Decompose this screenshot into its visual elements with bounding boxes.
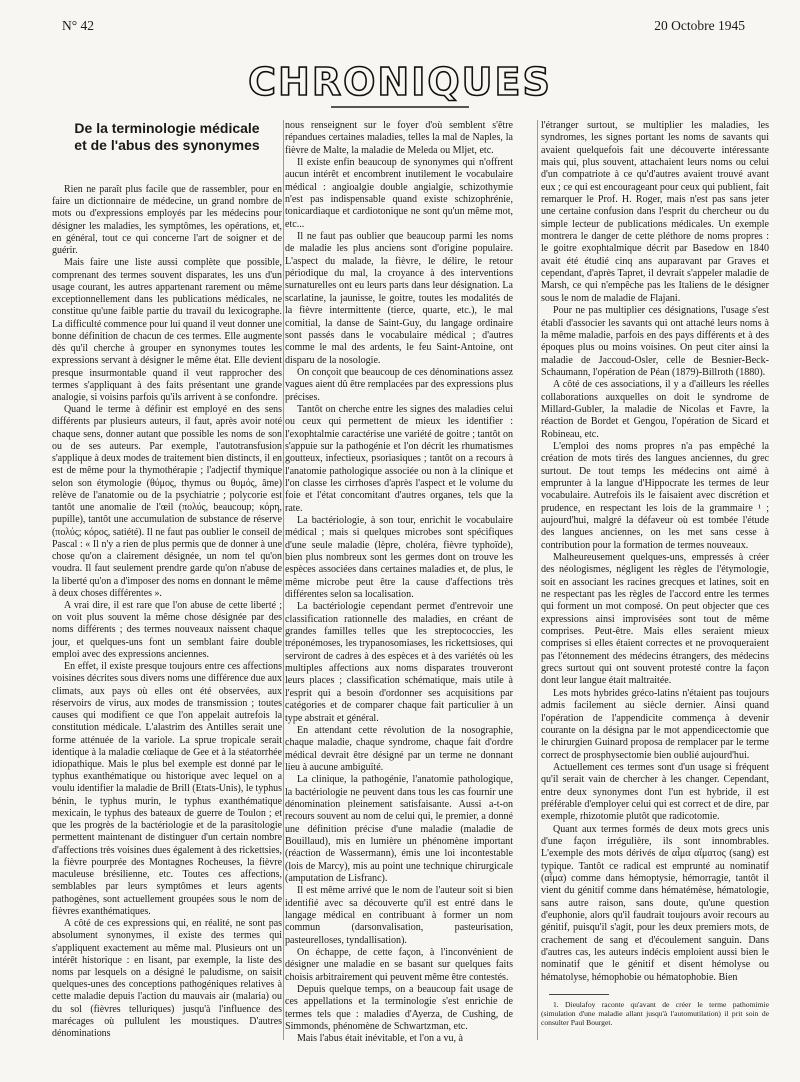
column-1 xyxy=(52,120,282,1040)
paragraph: Quand le terme à définir est employé en des sens différents par plusieurs auteurs, il faut, après avoir noté chaque sens, donner autant que possible les noms de son ou de ses auteurs. Par exemple, l'autotransfusion s'applique à deux modes de traitement bien distincts, il en est de même pour la thymothérapie ; l'adjectif thymique selon son étymologie (θύμος, thymus ou θυμός, âme) relève de l'anatomie ou de la psychiatrie ; polycorie est tantôt une anomalie de l'œil (πολύς, beaucoup; κόρη, pupille), tantôt une accumulation de substance de réserve (πολύς; κόρος, satiété). Il ne faut pas oublier le conseil de Pascal : « Il n'y a rien de plus permis que de donner à une chose qu'on a clairement désignée, un nom tel qu'on voudra. Il faut seulement prendre garde qu'on n'abuse de la liberté qu'on a d'imposer des noms en donnant le même à deux choses différentes ». xyxy=(52,404,282,599)
page-header xyxy=(62,18,745,38)
paragraph: A côté de ces associations, il y a d'ailleurs les réelles collaborations auxquelles on doit le syndrome de Millard-Gubler, la maladie de Nicolas et Favre, la réaction de Bordet et Gengou, l'opération de Sicard et Robineau, etc. xyxy=(541,379,769,440)
paragraph: En attendant cette révolution de la nosographie, chaque maladie, chaque syndrome, chaque fait d'ordre médical devrait être désigné par un terme ne donnant lieu à aucune ambiguïté. xyxy=(285,724,513,773)
paragraph: L'emploi des noms propres n'a pas empêché la création de mots tirés des langues anciennes, du grec surtout. De tout temps les médecins ont aimé à emprunter à la langue d'Hippocrate les termes de leur vocabulaire. Autrefois ils le faisaient avec discrétion et prudence, en respectant les lois de la grammaire ¹ ; aujourd'hui, malgré la défaveur où est tombée l'étude des langues anciennes, on les met sans cesse à contribution pour la formation de termes nouveaux. xyxy=(541,440,769,551)
column-divider xyxy=(537,120,538,1040)
paragraph: Il ne faut pas oublier que beaucoup parmi les noms de maladie les plus anciens sont d'origine populaire. L'aspect du malade, la fièvre, le délire, le retour périodique du mal, la croyance à des interventions surnaturelles ont eu leurs parts dans leur désignation. La scarlatine, la jaunisse, le goitre, toutes les modalités de la fièvre intermittente (tierce, quarte, etc.), le mal comitial, la danse de Saint-Guy, du langage ordinaire sont passés dans le vocabulaire médical ; d'autres comme le mal des ardents, le feu Saint-Antoine, ont disparu de la nosologie. xyxy=(285,231,513,366)
article-title-line: et de l'abus des synonymes xyxy=(74,137,260,153)
paragraph: Depuis quelque temps, on a beaucoup fait usage de ces appellations et la terminologie s'est enrichie de termes tels que : maladies d'Ayerza, de Cushing, de Simmonds, phénomène de Schwartzman, etc. xyxy=(285,984,513,1033)
paragraph: A côté de ces expressions qui, en réalité, ne sont pas absolument synonymes, il existe des termes qui s'appliquent exactement au même mal. Plusieurs ont un intérêt historique : en lisant, par exemple, la liste des noms par lesquels on a désigné le paludisme, on saisit quelques-unes des conceptions pathogéniques relatives à cette maladie depuis l'action du mauvais air (malaria) ou du sol (fièvres telluriques) jusqu'à l'influence des marécages où pullulent les moustiques. D'autres dénominations xyxy=(52,918,282,1040)
issue-date: 20 Octobre 1945 xyxy=(654,18,745,33)
paragraph: Actuellement ces termes sont d'un usage si fréquent qu'il serait vain de chercher à les changer. Cependant, entre deux synonymes dont l'un est hybride, il est préférable d'employer celui qui est correct et de dire, par exemple, rhizotomie plutôt que radicotomie. xyxy=(541,761,769,823)
masthead-title: CHRONIQUES xyxy=(248,60,552,104)
paragraph: Rien ne paraît plus facile que de rassembler, pour en faire un dictionnaire de médecine, un grand nombre de mots ou d'expressions employés par les médecins pour désigner les maladies, les symptômes, les opérations, et, en général, tout ce qui concerne l'art de soigner et de guérir. xyxy=(52,184,282,257)
paragraph: A vrai dire, il est rare que l'on abuse de cette liberté ; on voit plus souvent la même chose désignée par des noms différents ; des termes nouveaux naissent chaque jour, et quelques-uns font un semblant faire double emploi avec des expressions anciennes. xyxy=(52,599,282,660)
footnote-rule xyxy=(549,994,609,995)
paragraph: Mais faire une liste aussi complète que possible, comprenant des termes souvent disparates, les uns d'un usage courant, les autres appartenant rarement ou même exceptionnellement dans les publications médicales, ne constitue qu'une faible partie du travail du lexicographe. La difficulté commence pour lui quand il veut donner une bonne définition de chacun de ces termes. Elle augmente dès qu'il cherche à grouper en synonymes toutes les expressions servant à désigner le même état. Elle devient presque insurmontable quand il veut rapprocher des termes s'appliquant à des faits présentant une grande analogie, si voisins parfois qu'ils arrivent à se confondre. xyxy=(52,257,282,403)
paragraph: La clinique, la pathogénie, l'anatomie pathologique, la bactériologie ne peuvent dans tous les cas fournir une dénomination pleinement satisfaisante. Aussi a-t-on recours souvent au nom de celui qui, le premier, a donné une définition précise d'une maladie (maladie de Bouillaud), mis en lumière un phénomène important (réaction de Wassermann), émis une loi incontestable (lois de Marcy), mis au point une technique chirurgicale (amputation de Lisfranc). xyxy=(285,774,513,884)
paragraph: En effet, il existe presque toujours entre ces affections voisines décrites sous divers noms une différence due aux climats, aux pays où elles ont été observées, aux réservoirs de virus, aux modes de transmission ; toutes causes qui modifient ce que l'on appelait autrefois la constitution médicale. L'alastrim des Antilles serait une forme atténuée de la variole. La sprue tropicale serait identique à la maladie cœliaque de Gee et à la stéatorrhée idiopathique. Mais le plus bel exemple est donné par le typhus exanthématique ou historique avec lequel on a voulu identifier la maladie de Brill (Etats-Unis), le typhus bénin, le typhus murin, le typhus exanthématique mexicain, le typhus des bateaux de guerre de Toulon ; et que les progrès de la bactériologie et de la parasitologie permettent maintenant de distinguer d'un certain nombre d'affections très voisines dues également à des rickettsies, la fièvre pourprée des Montagnes Rocheuses, la fièvre maculeuse brésilienne, etc. Toutes ces affections, semblables par leurs symptômes et leurs agents pathogènes, sont actuellement groupées sous le nom de fièvres exanthématiques. xyxy=(52,661,282,917)
paragraph: Il est même arrivé que le nom de l'auteur soit si bien identifié avec sa découverte qu'il est entré dans le langage médical en contribuant à former un nom commun (darsonvalisation, pasteurisation, pasteurelloses, tyndallisation). xyxy=(285,885,513,946)
paragraph: Il existe enfin beaucoup de synonymes qui n'offrent aucun intérêt et encombrent inutilement le vocabulaire médical : angioalgie double angialgie, schizothymie n'est pas indispensable quand existe schizophrénie, tonicardiaque et cardiotonique ne sont qu'un même mot, etc... xyxy=(285,157,513,230)
paragraph: Quant aux termes formés de deux mots grecs unis d'une façon irrégulière, ils sont innombrables. L'exemple des mots dérivés de αἷμα αἵματος (sang) est typique. Tantôt ce radical est emprunté au nominatif (αἷμα) comme dans hémoptysie, hémorragie, tantôt il vient du génitif comme dans hématémèse, hématologie, sans autre raison, sans doute, qu'une question d'euphonie, alors qu'il faudrait toujours avoir recours au génitif, puisqu'il s'agit, pour les deux premiers mots, de crachement de sang et d'écoulement sanguin. Dans d'autres cas, les auteurs indécis emploient aussi bien le nominatif que le génitif et disent hémolyse ou hématolyse, hémophobie ou hématophobie. Bien xyxy=(541,823,769,983)
masthead xyxy=(0,60,800,108)
paragraph: l'étranger surtout, se multiplier les maladies, les syndromes, les signes portant les noms de savants qui avaient quelquefois fait une découverte intéressante mais qui, plus souvent, attachaient leurs noms ou celui d'un compatriote à ce qu'd'autres avaient trouvé avant eux ; ce qui est encourageant pour ceux qui publient, fait remarquer le Prof. H. Roger, mais n'est pas sans jeter une certaine confusion dans l'esprit du chercheur ou du simple lecteur de publications médicales. Un exemple montrera le danger de cette pléthore de noms propres : le goitre exophtalmique décrit par Basedow en 1840 avait été étudié cinq ans auparavant par Graves et cependant, d'après Tapret, il devrait s'appeler maladie de Marsh, ce qui n'empêche pas les Italiens de le désigner sous le nom de maladie de Flajani. xyxy=(541,120,769,304)
paragraph: La bactériologie cependant permet d'entrevoir une classification rationnelle des maladies, en créant de grandes familles telles que les streptococcies, les tréponémoses, les trypanosomiases, les rickettsioses, qui serviront de cadres à des espèces et à des variétés où les multiples affections aux noms disparates trouveront leurs places ; classification schématique, mais utile à l'esprit qui a besoin d'ordonner ses acquisitions par catégories et de comparer chaque fait particulier à un type abstrait et général. xyxy=(285,601,513,724)
article-title-line: De la terminologie médicale xyxy=(74,120,260,136)
paragraph: On conçoit que beaucoup de ces dénominations assez vagues aient dû être remplacées par des expressions plus précises. xyxy=(285,366,513,403)
footnote: 1. Dieulafoy raconte qu'avant de créer le terme pathomimie (simulation d'une maladie allant jusqu'à l'automutilation) il prit soin de consulter Paul Bourget. xyxy=(541,1000,769,1028)
masthead-underline xyxy=(331,106,469,108)
column-2 xyxy=(285,120,513,1046)
issue-number: N° 42 xyxy=(62,18,95,33)
paragraph: Les mots hybrides gréco-latins n'étaient pas toujours admis facilement au siècle dernier. Ainsi quand l'opération de l'appendicite commença à devenir courante on la désigna par le mot appendicectomie que le chirurgien Guinard proposa de remplacer par le terme correct de prosphysectomie bien oublié aujourd'hui. xyxy=(541,687,769,761)
paragraph: Pour ne pas multiplier ces désignations, l'usage s'est établi d'associer les savants qui ont attaché leurs noms à la même maladie, parfois en des pays différents et à des époques plus ou moins voisines. On peut citer ainsi la maladie de Jaccoud-Osler, celle de Besnier-Beck-Schaumann, l'opération de Péan (1879)-Billroth (1880). xyxy=(541,305,769,378)
paragraph: Mais l'abus était inévitable, et l'on a vu, à xyxy=(297,1033,463,1045)
paragraph: Tantôt on cherche entre les signes des maladies celui ou ceux qui permettent de mieux les identifier : l'exophtalmie caractérise une variété de goitre ; tantôt on s'appuie sur la pathogénie et l'on décrit les rhumatismes goutteux, infectieux, psoriasiques ; tantôt on a recours à l'anatomie pathologique associée ou non à la clinique et l'on classe les cirrhoses d'après l'aspect et le volume du foie et l'état concomitant d'autres organes, tels que la rate. xyxy=(285,403,513,514)
paragraph: Malheureusement quelques-uns, empressés à créer des néologismes, négligent les règles de l'étymologie, soit en associant les racines grecques et latines, soit en ne respectant pas les règles de l'accord entre les termes qui forment un mot composé. On peut objecter que ces expressions ainsi improvisées sont tout de même comprises. Peut-être. Mais elles seraient mieux comprises si elles étaient correctes et ne provoqueraient pas l'étonnement des médecins étrangers, des médecins grecs surtout qui ont souvent protesté contre la façon dont leur langue était maltraitée. xyxy=(541,552,769,687)
article-title xyxy=(52,120,282,154)
paragraph: nous renseignent sur le foyer d'où semblent s'être répandues certaines maladies, telles la mal de Naples, la fièvre de Malte, la maladie de Meleda ou Mljet, etc. xyxy=(285,120,513,156)
paragraph: La bactériologie, à son tour, enrichit le vocabulaire médical ; mais si quelques microbes sont spécifiques d'une seule maladie (lèpre, choléra, fièvre typhoïde), bien plus nombreux sont les germes dont on trouve les espèces associées dans certaines maladies et, de plus, le même microbe peut être la cause d'affections très différentes selon sa localisation. xyxy=(285,515,513,601)
column-divider xyxy=(283,120,284,1040)
paragraph: On échappe, de cette façon, à l'inconvénient de désigner une maladie en se basant sur quelques faits choisis arbitrairement qui peuvent même être contestés. xyxy=(285,947,513,983)
column-3 xyxy=(541,120,769,1027)
